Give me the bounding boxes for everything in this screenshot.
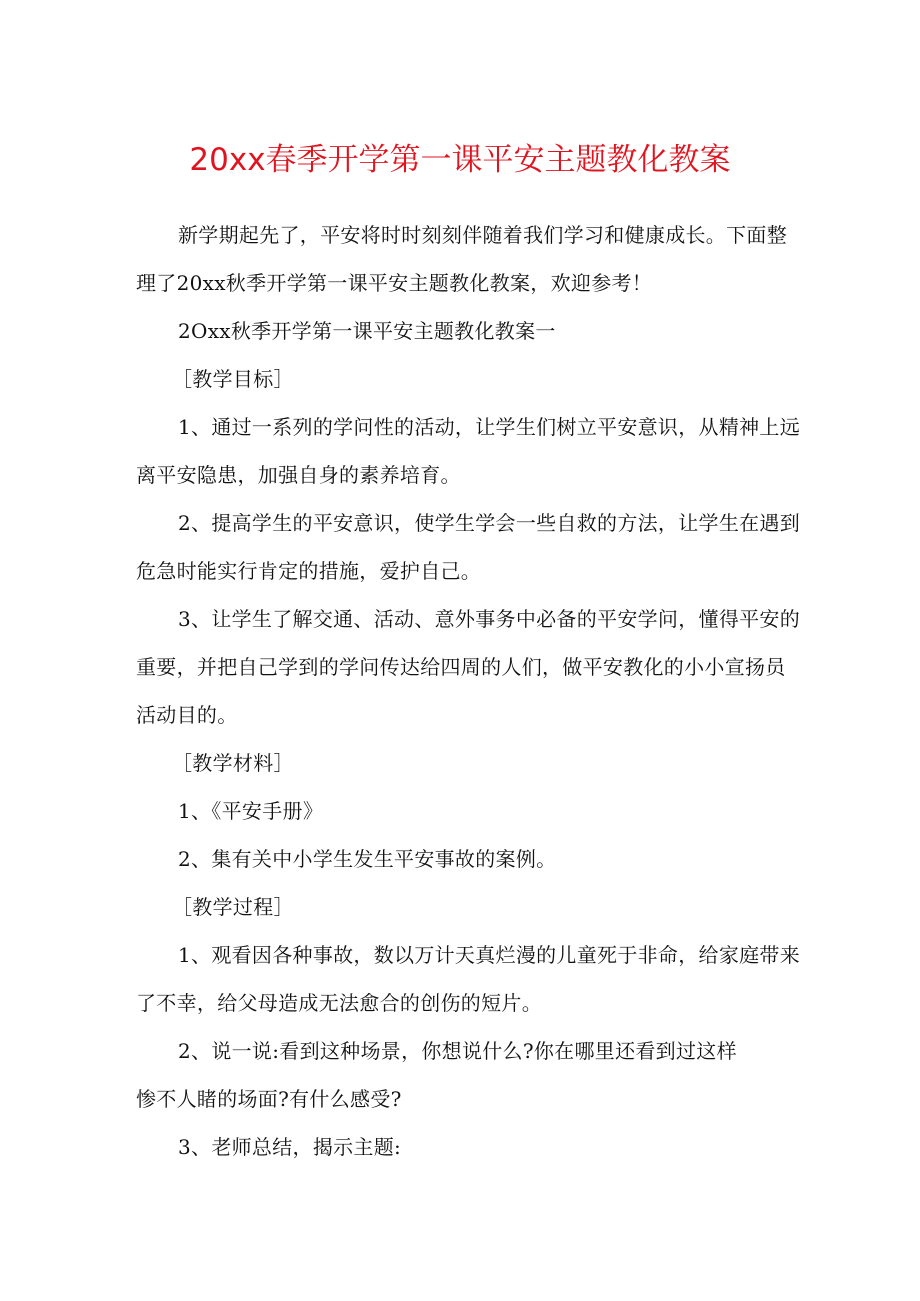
goal-3-line-3: 活动目的。 [136,703,238,727]
heading-teaching-process: ［教学过程］ [172,895,294,919]
process-2-line-1: 2、说一说:看到这种场景，你想说什么?你在哪里还看到过这样 [178,1039,737,1063]
goal-3-line-2: 重要，并把自己学到的学问传达给四周的人们，做平安教化的小小宣扬员 [136,655,786,679]
goal-2-line-2: 危急时能实行肯定的措施，爱护自己。 [136,559,482,583]
material-2: 2、集有关中小学生发生平安事故的案例。 [178,847,557,871]
process-2-line-2: 惨不人睹的场面?有什么感受? [136,1087,402,1111]
heading-teaching-materials: ［教学材料］ [172,751,294,775]
intro-line-1: 新学期起先了，平安将时时刻刻伴随着我们学习和健康成长。下面整 [178,223,787,247]
document-title: 20xx春季开学第一课平安主题教化教案 [189,142,731,178]
goal-1-line-2: 离平安隐患，加强自身的素养培育。 [136,463,461,487]
heading-teaching-goals: ［教学目标］ [172,367,294,391]
intro-line-2: 理了20xx秋季开学第一课平安主题教化教案，欢迎参考！ [136,271,653,295]
process-1-line-1: 1、观看因各种事故，数以万计天真烂漫的儿童死于非命，给家庭带来 [178,943,801,967]
section-heading: 2Oxx秋季开学第一课平安主题教化教案一 [178,319,556,343]
process-1-line-2: 了不幸，给父母造成无法愈合的创伤的短片。 [136,991,542,1015]
goal-3-line-1: 3、让学生了解交通、活动、意外事务中必备的平安学问，懂得平安的 [178,607,801,631]
goal-2-line-1: 2、提高学生的平安意识，使学生学会一些自救的方法，让学生在遇到 [178,511,801,535]
goal-1-line-1: 1、通过一系列的学问性的活动，让学生们树立平安意识，从精神上远 [178,415,801,439]
process-3-line-1: 3、老师总结，揭示主题: [178,1135,402,1159]
material-1: 1、《平安手册》 [178,799,324,823]
